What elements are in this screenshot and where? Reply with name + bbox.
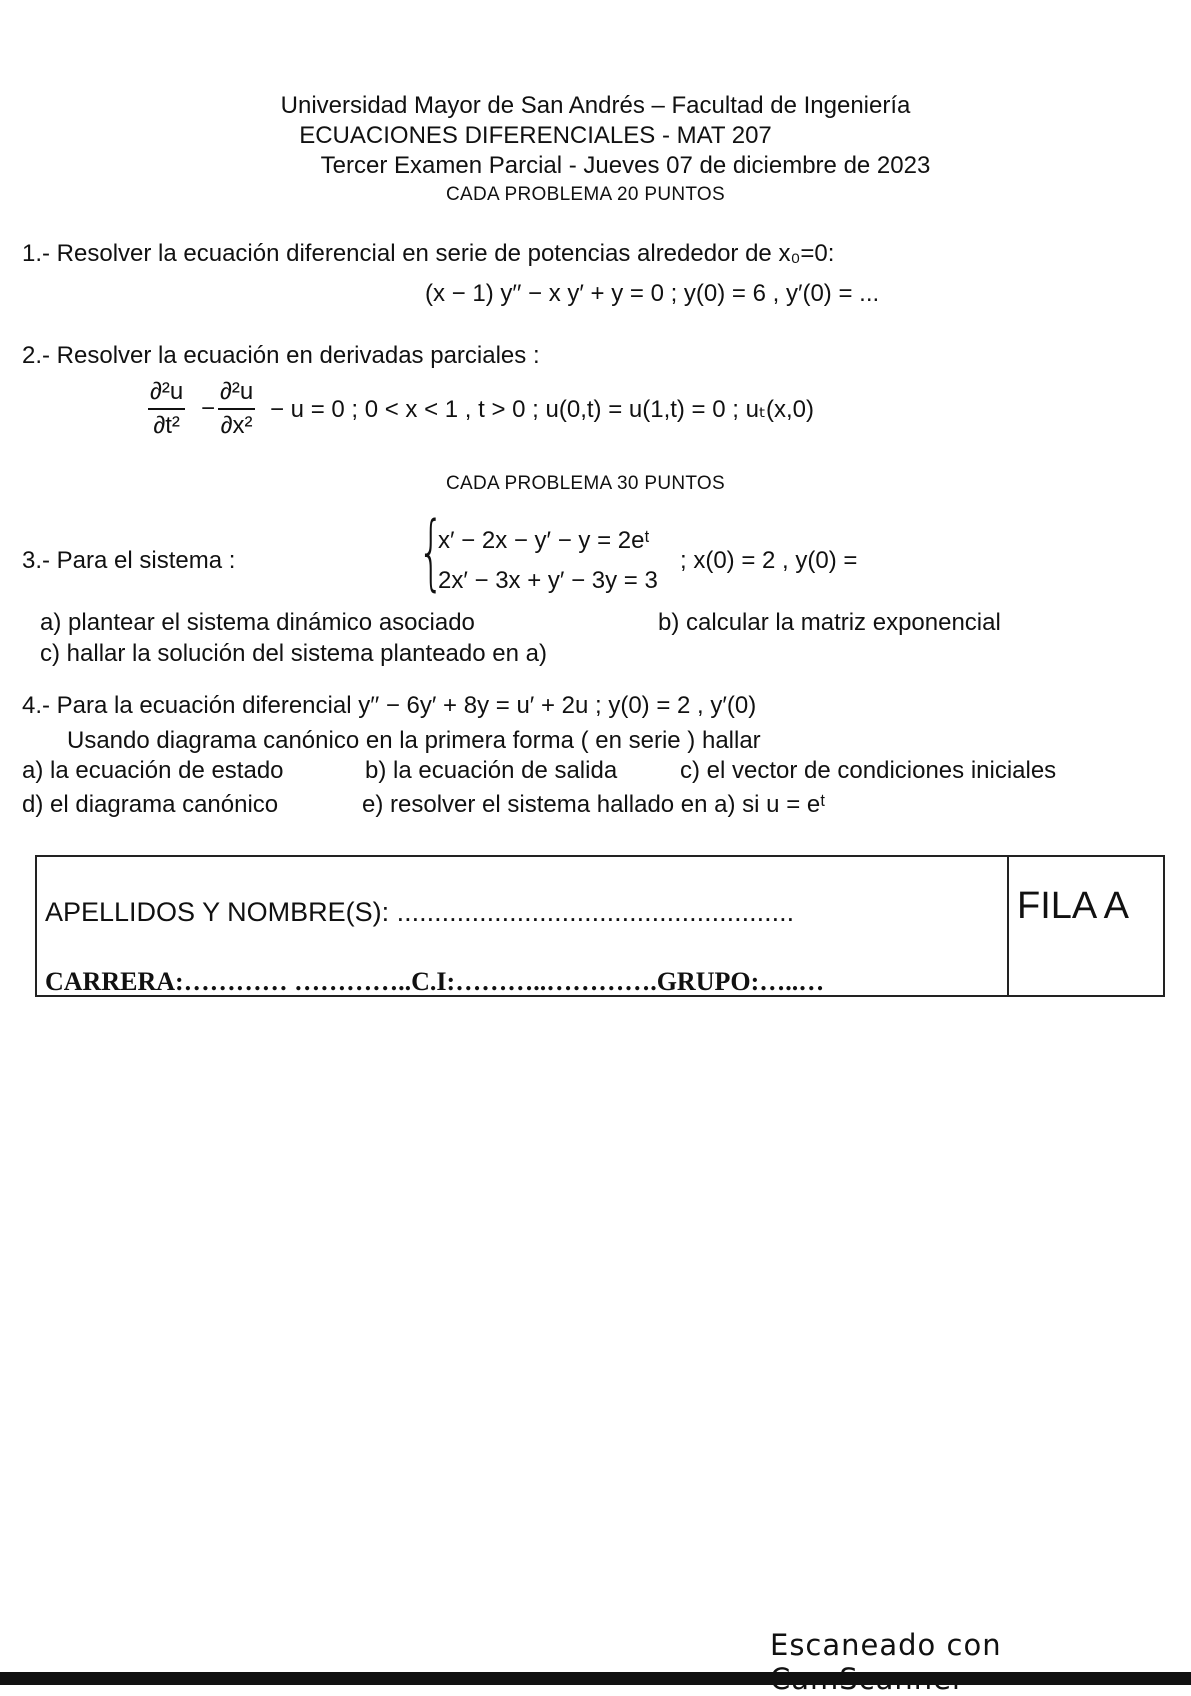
- problem-1-equation: (x − 1) y′′ − x y′ + y = 0 ; y(0) = 6 , y′(0) = ...: [425, 280, 880, 307]
- problem-4-item-b: b) la ecuación de salida: [365, 757, 618, 784]
- problem-4-item-e: e) resolver el sistema hallado en a) si u = eᵗ: [362, 791, 826, 818]
- fraction-1-numerator: ∂²u: [148, 378, 185, 410]
- exam-title: Tercer Examen Parcial - Jueves 07 de diciembre de 2023: [320, 152, 931, 179]
- problem-1-text: 1.- Resolver la ecuación diferencial en serie de potencias alrededor de: [22, 240, 772, 267]
- problem-3-item-b: b) calcular la matriz exponencial: [658, 609, 1001, 636]
- fila-label: FILA A: [1017, 885, 1129, 927]
- system-brace: {: [418, 505, 445, 600]
- minus-sign: −: [201, 395, 216, 422]
- problem-3-system: [418, 505, 688, 600]
- problem-1-statement: [22, 240, 834, 268]
- box-divider: [1007, 857, 1009, 995]
- student-info-box: [35, 855, 1165, 997]
- bottom-scan-edge: [0, 1672, 1191, 1685]
- camscanner-watermark: Escaneado con: [770, 1628, 1002, 1662]
- problem-3-item-a: a) plantear el sistema dinámico asociado: [40, 609, 475, 636]
- name-field[interactable]: APELLIDOS Y NOMBRE(S): .....................................................: [45, 897, 795, 927]
- fraction-2-numerator: ∂²u: [218, 378, 255, 410]
- points-20-label: CADA PROBLEMA 20 PUNTOS: [446, 184, 725, 205]
- career-ci-group-field[interactable]: CARRERA:………… …………..C.I:………..………….GRUPO:…..…: [45, 967, 825, 996]
- problem-2-equation-rest: − u = 0 ; 0 < x < 1 , t > 0 ; u(0,t) = u(1,t) = 0 ; uₜ(x,0): [270, 396, 815, 423]
- fraction-2-denominator: ∂x²: [220, 412, 253, 439]
- course-title: ECUACIONES DIFERENCIALES - MAT 207: [299, 122, 772, 149]
- problem-4-item-d: d) el diagrama canónico: [22, 791, 279, 818]
- problem-1-point: x₀=0:: [778, 240, 835, 267]
- problem-3-item-c: c) hallar la solución del sistema planteado en a): [40, 640, 547, 667]
- problem-4-item-a: a) la ecuación de estado: [22, 757, 284, 784]
- problem-4-statement: 4.- Para la ecuación diferencial y′′ − 6y′ + 8y = u′ + 2u ; y(0) = 2 , y′(0): [22, 692, 757, 719]
- system-row-2: 2x′ − 3x + y′ − 3y = 3: [438, 567, 658, 594]
- university-title: Universidad Mayor de San Andrés – Facultad de Ingeniería: [280, 92, 911, 119]
- points-30-label: CADA PROBLEMA 30 PUNTOS: [446, 473, 725, 494]
- problem-3-label: 3.- Para el sistema :: [22, 547, 236, 574]
- problem-3-conditions: ; x(0) = 2 , y(0) =: [680, 547, 858, 574]
- fraction-d2u-dx2: [218, 378, 255, 440]
- system-row-1: x′ − 2x − y′ − y = 2eᵗ: [438, 527, 650, 554]
- problem-4-item-c: c) el vector de condiciones iniciales: [680, 757, 1057, 784]
- problem-4-using: Usando diagrama canónico en la primera forma ( en serie ) hallar: [67, 727, 761, 754]
- problem-2-statement: 2.- Resolver la ecuación en derivadas parciales :: [22, 342, 540, 369]
- fraction-1-denominator: ∂t²: [153, 412, 180, 439]
- fraction-d2u-dt2: [148, 378, 185, 440]
